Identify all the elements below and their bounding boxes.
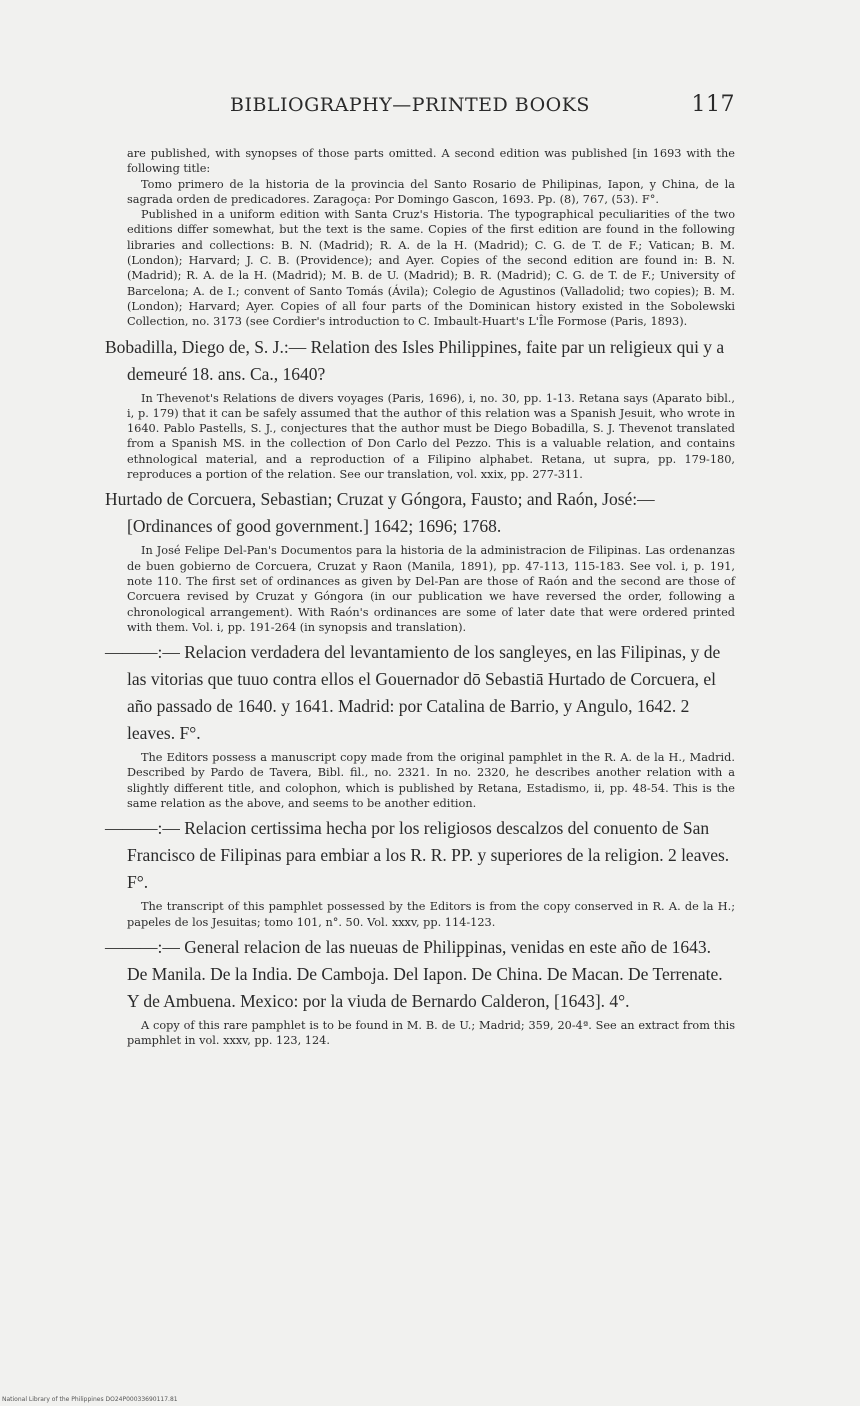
entry-note: In José Felipe Del-Pan's Documentos para la historia de la administracion de Filipinas. Las ordenanzas de buen gobierno de Corcuera, Cruzat y Raon (Manila, 1891), pp. 47-113, 115-183. See vol. i, p. 191, note 110. The first set of ordinances as given by Del-Pan are those of Raón and the second are those of Corcuera revised by Cruzat y Góngora (in our publication we have reversed the order, following a chronological arrangement). With Raón's ordinances are some of later date that were ordered printed with them. Vol. i, pp. 191-264 (in synopsis and translation). <box>127 544 735 634</box>
intro-paragraph-3: Published in a uniform edition with Santa Cruz's Historia. The typographical peculiarities of the two editions differ somewhat, but the text is the same. Copies of the first edition are found in the following libraries and collections: B. N. (Madrid); R. A. de la H. (Madrid); C. G. de T. de F.; Vatican; B. M. (London); Harvard; J. C. B. (Providence); and Ayer. Copies of the second edition are found in: B. N. (Madrid); R. A. de la H. (Madrid); M. B. de U. (Madrid); B. R. (Madrid); C. G. de T. de F.; University of Barcelona; A. de I.; convent of Santo Tomás (Ávila); Colegio de Agustinos (Valladolid; two copies); B. M. (London); Harvard; Ayer. Copies of all four parts of the Dominican history existed in the Sobolewski Collection, no. 3173 (see Cordier's introduction to C. Imbault-Huart's L'Île Formose (Paris, 1893). <box>127 208 735 329</box>
intro-paragraph-1: are published, with synopses of those parts omitted. A second edition was published [in 1693 with the following title: <box>127 147 735 176</box>
entry-note: The Editors possess a manuscript copy made from the original pamphlet in the R. A. de la H., Madrid. Described by Pardo de Tavera, Bibl. fil., no. 2321. In no. 2320, he describes another relation with a slightly different title, and colophon, which is published by Retana, Estadismo, ii, pp. 48-54. This is the same relation as the above, and seems to be another edition. <box>127 751 735 811</box>
entry-note: A copy of this rare pamphlet is to be found in M. B. de U.; Madrid; 359, 20-4ª. See an extract from this pamphlet in vol. xxxv, pp. 123, 124. <box>127 1018 735 1048</box>
intro-paragraph-2: Tomo primero de la historia de la provincia del Santo Rosario de Philipinas, Iapon, y China, de la sagrada orden de predicadores. Zaragoça: Por Domingo Gascon, 1693. Pp. (8), 767, (53). F°. <box>127 177 735 206</box>
entry-heading: ———:— Relacion verdadera del levantamiento de los sangleyes, en las Filipinas, y de las vitorias que tuuo contra ellos el Gouernador dō Sebastiā Hurtado de Corcuera, el año passado de 1640. y 1641. Madrid: por Catalina de Barrio, y Angulo, 1642. 2 leaves. F°. <box>105 642 721 744</box>
running-title: BIBLIOGRAPHY—PRINTED BOOKS <box>230 94 590 116</box>
entry-heading: Bobadilla, Diego de, S. J.:— Relation des Isles Philippines, faite par un religieux qui y a demeuré 18. ans. Ca., 1640? <box>105 336 725 384</box>
entry-heading: Hurtado de Corcuera, Sebastian; Cruzat y Góngora, Fausto; and Raón, José:— [Ordinances of good government.] 1642; 1696; 1768. <box>105 489 655 537</box>
running-header <box>230 92 735 117</box>
entry-note: The transcript of this pamphlet possessed by the Editors is from the copy conserved in R. A. de la H.; papeles de los Jesuitas; tomo 101, n°. 50. Vol. xxxv, pp. 114-123. <box>127 900 735 929</box>
entry-note: In Thevenot's Relations de divers voyages (Paris, 1696), i, no. 30, pp. 1-13. Retana says (Aparato bibl., i, p. 179) that it can be safely assumed that the author of this relation was a Spanish Jesuit, who wrote in 1640. Pablo Pastells, S. J., conjectures that the author must be Diego Bobadilla, S. J. Thevenot translated from a Spanish MS. in the collection of Don Carlo del Pezzo. This is a valuable relation, and contains ethnological material, and a reproduction of a Filipino alphabet. Retana, ut supra, pp. 179-180, reproduces a portion of the relation. See our translation, vol. xxix, pp. 277-311. <box>127 391 735 482</box>
page-number: 117 <box>691 92 735 117</box>
page-body <box>105 146 735 1053</box>
scan-footer: National Library of the Philippines DO24P000336901​17.81 <box>2 1396 178 1403</box>
entry-heading: ———:— Relacion certissima hecha por los religiosos descalzos del conuento de San Francisco de Filipinas para embiar a los R. R. PP. y superiores de la religion. 2 leaves. F°. <box>105 818 730 893</box>
entry-heading: ———:— General relacion de las nueuas de Philippinas, venidas en este año de 1643. De Manila. De la India. De Camboja. Del Iapon. De China. De Macan. De Terrenate. Y de Ambuena. Mexico: por la viuda de Bernardo Calderon, [1643]. 4°. <box>105 936 723 1011</box>
